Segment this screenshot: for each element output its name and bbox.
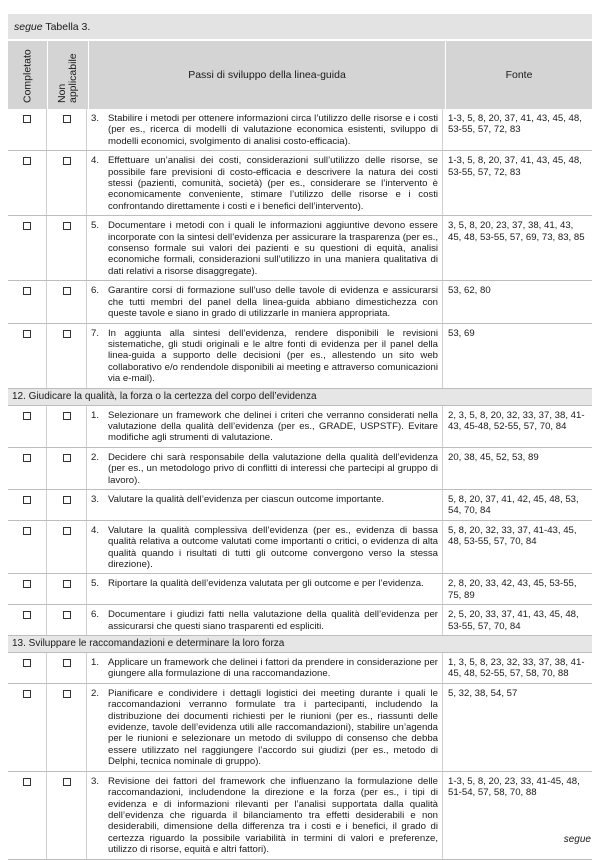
step-cell <box>87 605 443 635</box>
column-header-source: Fonte <box>505 69 533 81</box>
step-text: Stabilire i metodi per ottenere informazioni circa l’utilizzo delle risorse e i costi (per es., ricerca di modelli di valutazione economica esistenti, sviluppo di modelli economici, svolgimento di analisi costo-efficacia). <box>108 113 438 147</box>
table-row <box>8 406 592 448</box>
not-applicable-checkbox[interactable] <box>63 778 71 786</box>
not-applicable-cell <box>47 574 87 604</box>
not-applicable-cell <box>47 684 87 771</box>
completed-checkbox[interactable] <box>23 412 31 420</box>
step-number: 2. <box>91 451 100 463</box>
step-cell <box>87 490 443 520</box>
not-applicable-checkbox[interactable] <box>63 496 71 504</box>
not-applicable-cell <box>47 216 87 280</box>
step-number: 5. <box>91 578 100 590</box>
not-applicable-cell <box>47 653 87 683</box>
source-refs: 53, 62, 80 <box>448 285 491 297</box>
completed-checkbox[interactable] <box>23 611 31 619</box>
table-row <box>8 281 592 323</box>
table-row <box>8 521 592 575</box>
table-row <box>8 653 592 684</box>
step-text: Documentare i metodi con i quali le informazioni aggiuntive devono essere incorporate con la sintesi dell’evidenza per assicurare la trasparenza (per es., consenso formale sui valori dei pazienti e su questioni di equità, analisi economiche formali, considerazioni sull’utilizzo in una maniera qualitativa di dati relativi a risorse disaggregate). <box>108 220 438 277</box>
not-applicable-checkbox[interactable] <box>63 222 71 230</box>
step-number: 3. <box>91 113 100 124</box>
caption-title: Tabella 3. <box>42 21 91 33</box>
source-refs: 2, 5, 20, 33, 37, 41, 43, 45, 48, 53-55, 57, 70, 84 <box>448 609 579 632</box>
section-heading: 13. Sviluppare le raccomandazioni e determinare la loro forza <box>8 636 592 653</box>
not-applicable-cell <box>47 109 87 150</box>
source-refs: 20, 38, 45, 52, 53, 89 <box>448 451 539 463</box>
completed-checkbox[interactable] <box>23 222 31 230</box>
caption-prefix: segue <box>14 21 43 33</box>
source-refs: 1-3, 5, 8, 20, 37, 41, 43, 45, 48, 53-55, 57, 72, 83 <box>448 155 582 178</box>
step-cell <box>87 521 443 574</box>
not-applicable-checkbox[interactable] <box>63 454 71 462</box>
table-row <box>8 109 592 151</box>
step-text: Revisione dei fattori del framework che influenzano la formulazione delle raccomandazioni, includendone la direzione e la forza (per es., i tipi di evidenza e di informazioni rilevanti per l’analisi supportata dalla qualità dell’evidenza che riguarda il bilanciamento tra effetti desiderabili e non desiderabili, dimensione della differenza tra i costi e i benefici, il grado di certezza riguardo la possibile variabilità in termini di valori e preferenze, utilizzo di risorse, equità e altri fattori). <box>108 775 438 856</box>
step-number: 4. <box>91 524 100 536</box>
step-number: 6. <box>91 285 100 297</box>
step-number: 1. <box>91 657 100 669</box>
step-text: Garantire corsi di formazione sull’uso delle tavole di evidenza e assicurarsi che tutti membri del panel della linea-guida abbiano dimestichezza con queste tavole e siano in grado di utilizzarle in maniera appropriata. <box>108 285 438 320</box>
column-label-completed: Completato <box>21 49 33 103</box>
step-text: Effettuare un’analisi dei costi, considerazioni sull’utilizzo delle risorse, se possibile fare previsioni di costo-efficacia e descrivere la natura dei costi stessi (pazienti, comunità, società) (per es., considerare se l’intervento è economicamente conveniente, stimare l’utilizzo delle risorse e i costi confrontando direttamente i costi e i benefici dell’intervento). <box>108 155 438 212</box>
step-text: Riportare la qualità dell’evidenza valutata per gli outcome e per l’evidenza. <box>108 578 424 590</box>
step-cell <box>87 109 443 150</box>
step-text: Pianificare e condividere i dettagli logistici dei meeting durante i quali le raccomandazioni verranno formulate tra i partecipanti, includendo la distribuzione dei documenti richiesti per le riunioni (per es., riassunti delle evidenze, tavole dell’evidenza utili alle raccomandazioni), stabilire un’agenda per le riunioni e selezionare un metodo di sviluppo di consenso che debba essere utilizzato nel raggiungere l’accordo sui giudizi (per es., metodo di Delphi, tecnica nominale di gruppo). <box>108 687 438 768</box>
not-applicable-checkbox[interactable] <box>63 157 71 165</box>
completed-cell <box>8 605 47 635</box>
not-applicable-checkbox[interactable] <box>63 659 71 667</box>
table-row <box>8 151 592 216</box>
not-applicable-checkbox[interactable] <box>63 690 71 698</box>
table-caption-bar <box>8 14 592 40</box>
column-label-na-line1: Non <box>56 83 68 103</box>
step-number: 3. <box>91 493 100 505</box>
step-text: In aggiunta alla sintesi dell’evidenza, rendere disponibili le revisioni sistematiche, gli studi originali e le altre fonti di evidenza per il panel della linea-guida a supporto delle decisioni (per es., allestendo un sito web collaborativo e/o rendendole disponibili ai meeting e attraverso comunicazioni via e-mail). <box>108 327 438 385</box>
step-cell <box>87 324 443 388</box>
completed-cell <box>8 653 47 683</box>
not-applicable-checkbox[interactable] <box>63 412 71 420</box>
step-cell <box>87 448 443 489</box>
completed-checkbox[interactable] <box>23 527 31 535</box>
not-applicable-checkbox[interactable] <box>63 330 71 338</box>
source-refs: 5, 8, 20, 37, 41, 42, 45, 48, 53, 54, 70, 84 <box>448 493 579 517</box>
column-header-completed <box>8 41 48 109</box>
step-text: Applicare un framework che delinei i fattori da prendere in considerazione per giungere alla formulazione di una raccomandazione. <box>108 657 438 680</box>
table-row <box>8 574 592 605</box>
not-applicable-cell <box>47 281 87 322</box>
column-header-row <box>8 41 592 109</box>
completed-cell <box>8 324 47 388</box>
source-refs: 5, 8, 20, 32, 33, 37, 41-43, 45, 48, 53-55, 57, 70, 84 <box>448 524 577 548</box>
not-applicable-cell <box>47 324 87 388</box>
completed-cell <box>8 772 47 859</box>
table-row <box>8 490 592 521</box>
step-number: 5. <box>91 220 100 232</box>
completed-checkbox[interactable] <box>23 496 31 504</box>
completed-checkbox[interactable] <box>23 330 31 338</box>
not-applicable-checkbox[interactable] <box>63 611 71 619</box>
not-applicable-checkbox[interactable] <box>63 287 71 295</box>
step-cell <box>87 406 443 447</box>
column-header-steps: Passi di sviluppo della linea-guida <box>89 41 446 109</box>
table-row <box>8 772 592 860</box>
completed-cell <box>8 448 47 489</box>
not-applicable-cell <box>47 605 87 635</box>
step-cell <box>87 772 443 859</box>
step-number: 6. <box>91 609 100 621</box>
completed-checkbox[interactable] <box>23 157 31 165</box>
completed-checkbox[interactable] <box>23 454 31 462</box>
continued-footer: segue <box>563 834 591 845</box>
completed-checkbox[interactable] <box>23 115 31 123</box>
step-cell <box>87 216 443 280</box>
step-cell <box>87 574 443 604</box>
source-refs: 1-3, 5, 8, 20, 23, 33, 41-45, 48, 51-54, 57, 58, 70, 88 <box>448 775 580 799</box>
not-applicable-cell <box>47 151 87 215</box>
not-applicable-checkbox[interactable] <box>63 115 71 123</box>
step-text: Decidere chi sarà responsabile della valutazione della qualità dell’evidenza (per es., un metodologo privo di conflitti di interessi che partecipi al gruppo di lavoro). <box>108 451 438 486</box>
completed-cell <box>8 490 47 520</box>
table-row <box>8 324 592 389</box>
completed-checkbox[interactable] <box>23 659 31 667</box>
step-number: 3. <box>91 775 100 787</box>
completed-cell <box>8 684 47 771</box>
completed-checkbox[interactable] <box>23 778 31 786</box>
checklist-table-body <box>8 109 592 860</box>
completed-cell <box>8 151 47 215</box>
source-refs: 53, 69 <box>448 327 475 339</box>
source-refs: 2, 8, 20, 33, 42, 43, 45, 53-55, 75, 89 <box>448 578 577 601</box>
section-heading: 12. Giudicare la qualità, la forza o la certezza del corpo dell’evidenza <box>8 389 592 406</box>
source-refs: 5, 32, 38, 54, 57 <box>448 687 518 699</box>
not-applicable-cell <box>47 448 87 489</box>
completed-checkbox[interactable] <box>23 690 31 698</box>
completed-cell <box>8 521 47 574</box>
source-refs: 2, 3, 5, 8, 20, 32, 33, 37, 38, 41-43, 45-48, 52-55, 57, 70, 84 <box>448 409 585 432</box>
step-text: Documentare i giudizi fatti nella valutazione della qualità dell’evidenza per assicurarsi che questi siano trasparenti ed espliciti. <box>108 609 438 632</box>
step-number: 4. <box>91 155 100 167</box>
step-number: 2. <box>91 687 100 699</box>
table-row <box>8 216 592 281</box>
source-refs: 1, 3, 5, 8, 23, 32, 33, 37, 38, 41-45, 48, 52-55, 57, 58, 70, 88 <box>448 657 585 680</box>
step-text: Selezionare un framework che delinei i criteri che verranno considerati nella valutazione della qualità dell’evidenza (per es., GRADE, USPSTF). Evitare modifiche agli strumenti di valutazione. <box>108 409 438 444</box>
source-refs: 1-3, 5, 8, 20, 37, 41, 43, 45, 48, 53-55, 57, 72, 83 <box>448 113 582 136</box>
not-applicable-checkbox[interactable] <box>63 527 71 535</box>
completed-checkbox[interactable] <box>23 580 31 588</box>
completed-cell <box>8 281 47 322</box>
step-number: 7. <box>91 327 100 339</box>
column-label-na-line2: applicabile <box>67 53 79 103</box>
step-text: Valutare la qualità complessiva dell’evidenza (per es., evidenza di bassa qualità relativa a outcome valutati come importanti o critici, o evidenza di alta qualità quando i risultati di tutti gli outcome convergono verso la stessa direzione). <box>108 524 438 570</box>
not-applicable-cell <box>47 406 87 447</box>
column-header-not-applicable <box>48 41 89 109</box>
step-cell <box>87 281 443 322</box>
column-label-not-applicable <box>57 53 79 103</box>
step-cell <box>87 151 443 215</box>
table-row <box>8 448 592 490</box>
not-applicable-cell <box>47 490 87 520</box>
completed-cell <box>8 574 47 604</box>
completed-cell <box>8 109 47 150</box>
not-applicable-checkbox[interactable] <box>63 580 71 588</box>
step-number: 1. <box>91 409 100 421</box>
step-text: Valutare la qualità dell’evidenza per ciascun outcome importante. <box>108 493 385 505</box>
completed-cell <box>8 406 47 447</box>
step-cell <box>87 653 443 683</box>
not-applicable-cell <box>47 521 87 574</box>
table-row <box>8 684 592 772</box>
completed-checkbox[interactable] <box>23 287 31 295</box>
step-cell <box>87 684 443 771</box>
completed-cell <box>8 216 47 280</box>
source-refs: 3, 5, 8, 20, 23, 37, 38, 41, 43, 45, 48, 53-55, 57, 69, 73, 83, 85 <box>448 220 585 243</box>
not-applicable-cell <box>47 772 87 859</box>
table-row <box>8 605 592 636</box>
